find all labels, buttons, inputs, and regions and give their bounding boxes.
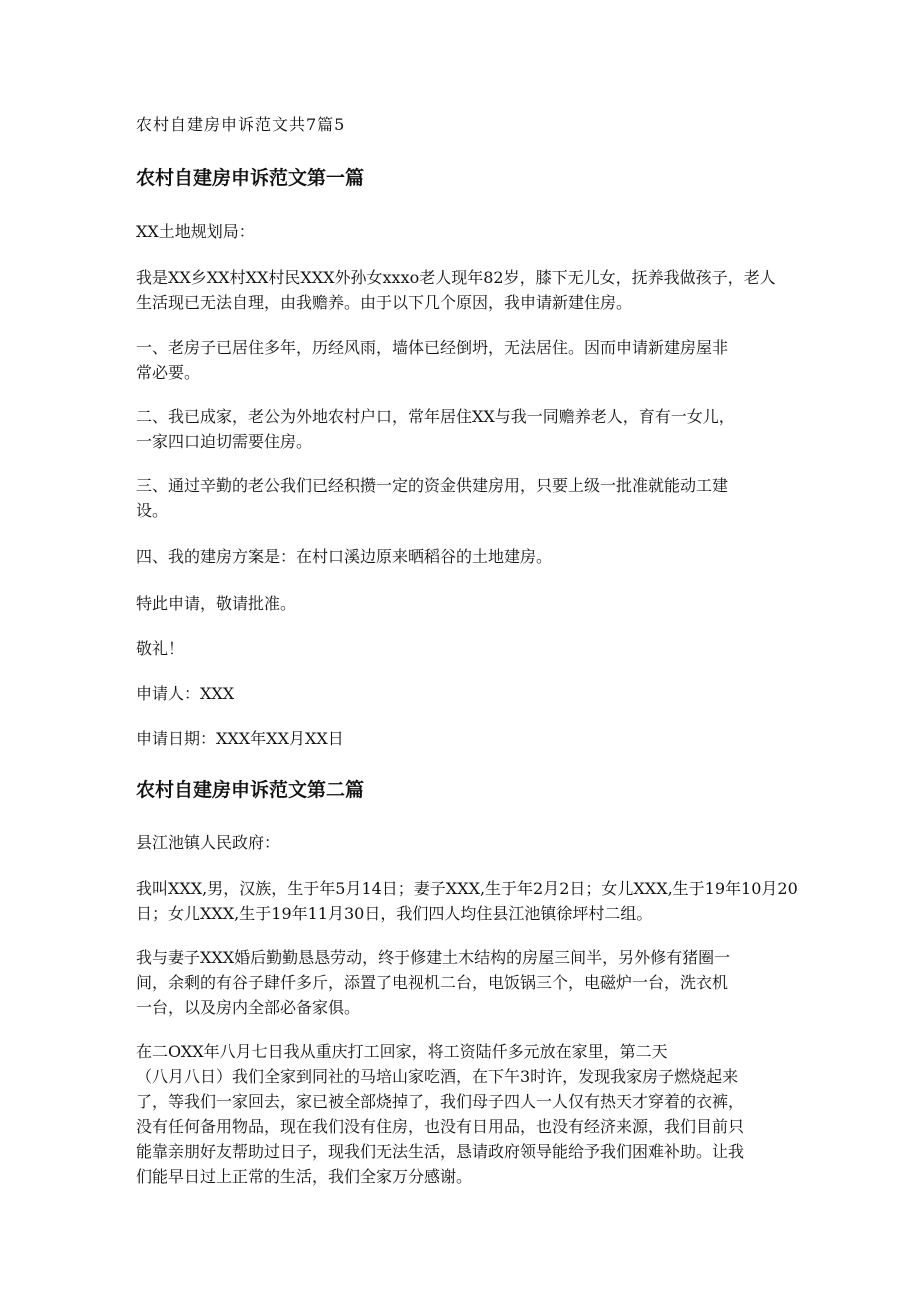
section-1-paragraph-2 (136, 335, 786, 385)
paragraph-line: 二、我已成家，老公为外地农村户口，常年居住XX与我一同赡养老人，育有一女儿， (136, 407, 735, 426)
paragraph-line: 生活现已无法自理，由我赡养。由于以下几个原因，我申请新建住房。 (136, 293, 633, 312)
paragraph-line: 间，余剩的有谷子肆仟多斤，添置了电视机二台，电饭锅三个，电磁炉一台，洗衣机 (136, 973, 729, 992)
paragraph-line: 们能早日过上正常的生活，我们全家万分感谢。 (136, 1167, 473, 1186)
section-1-heading: 农村自建房申诉范文第一篇 (136, 167, 365, 189)
section-1-salutation (136, 219, 786, 244)
paragraph-line: 一家四口迫切需要住房。 (136, 432, 313, 451)
paragraph-line: 一、老房子已居住多年，历经风雨，墙体已经倒坍，无法居住。因而申请新建房屋非 (136, 338, 729, 357)
paragraph-line: 日；女儿XXX,生于19年11月30日，我们四人均住县江池镇徐坪村二组。 (136, 904, 653, 923)
paragraph-line: （八月八日）我们全家到同社的马培山家吃酒，在下午3时许，发现我家房子燃烧起来 (136, 1067, 739, 1086)
section-1-date (136, 726, 786, 751)
section-2-heading: 农村自建房申诉范文第二篇 (136, 779, 365, 801)
paragraph-line: 我是XX乡XX村XX村民XXX外孙女xxxo老人现年82岁，膝下无儿女，抚养我做孩子，老人 (136, 268, 776, 287)
paragraph-line: 我叫XXX,男，汉族，生于年5月14日；妻子XXX,生于年2月2日；女儿XXX,生于19年10月20 (136, 879, 798, 898)
paragraph-line: 我与妻子XXX婚后勤勤恳恳劳动，终于修建土木结构的房屋三间半，另外修有猪圈一 (136, 948, 731, 967)
paragraph-line: 特此申请，敬请批准。 (136, 594, 297, 613)
paragraph-line: 常必要。 (136, 363, 201, 382)
section-2-paragraph-3 (136, 1039, 786, 1189)
section-1-paragraph-5 (136, 544, 786, 569)
paragraph-line: 没有任何备用物品，现在我们没有住房，也没有日用品，也没有经济来源，我们目前只 (136, 1117, 745, 1136)
section-1-paragraph-6 (136, 591, 786, 616)
section-2-salutation (136, 830, 786, 855)
paragraph-line: 在二OXX年八月七日我从重庆打工回家，将工资陆仟多元放在家里，第二天 (136, 1042, 668, 1061)
salutation-line: 县江池镇人民政府： (136, 833, 281, 852)
section-2-paragraph-2 (136, 945, 786, 1020)
section-2-paragraph-1 (136, 876, 798, 926)
section-1-paragraph-1 (136, 265, 786, 315)
paragraph-line: 申请人：XXX (136, 684, 235, 703)
salutation-line: XX土地规划局： (136, 222, 255, 241)
section-1-paragraph-4 (136, 473, 786, 523)
paragraph-line: 敬礼！ (136, 639, 185, 658)
document-title: 农村自建房申诉范文共7篇5 (136, 115, 346, 134)
paragraph-line: 申请日期：XXX年XX月XX日 (136, 729, 344, 748)
paragraph-line: 设。 (136, 501, 169, 520)
paragraph-line: 能靠亲朋好友帮助过日子，现我们无法生活，恳请政府领导能给予我们困难补助。让我 (136, 1142, 745, 1161)
section-1-paragraph-7 (136, 636, 786, 661)
paragraph-line: 三、通过辛勤的老公我们已经积攒一定的资金供建房用，只要上级一批准就能动工建 (136, 476, 729, 495)
paragraph-line: 四、我的建房方案是：在村口溪边原来晒稻谷的土地建房。 (136, 547, 553, 566)
section-1-paragraph-3 (136, 404, 786, 454)
paragraph-line: 了，等我们一家回去，家已被全部烧掉了，我们母子四人一人仅有热天才穿着的衣裤， (136, 1092, 745, 1111)
section-1-applicant (136, 681, 786, 706)
paragraph-line: 一台，以及房内全部必备家俱。 (136, 998, 361, 1017)
